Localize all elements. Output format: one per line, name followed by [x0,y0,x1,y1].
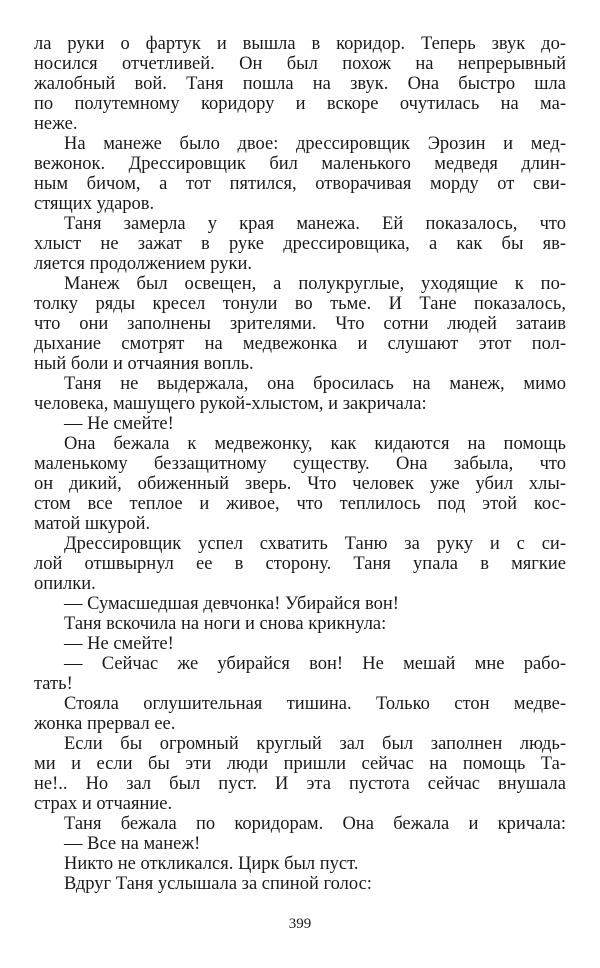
text-line: Манеж был освещен, а полукруглые, уходящие к по- [64,274,566,294]
text-line: — Сейчас же убирайся вон! Не мешай мне рабо- [64,654,566,674]
text-line: неже. [34,114,78,134]
text-line: Вдруг Таня услышала за спиной голос: [64,874,372,894]
text-line: маленькому беззащитному существу. Она забыла, что [34,454,566,474]
text-line: Дрессировщик успел схватить Таню за руку и с си- [64,534,566,554]
text-line: ла руки о фартук и вышла в коридор. Теперь звук до- [34,34,566,54]
text-line: не!.. Но зал был пуст. И эта пустота сейчас внушала [34,774,566,794]
text-line: Если бы огромный круглый зал был заполнен людь- [64,734,566,754]
text-line: ный боли и отчаяния вопль. [34,354,254,374]
text-line: — Не смейте! [64,414,174,434]
text-line: Она бежала к медвежонку, как кидаются на помощь [64,434,566,454]
text-line: матой шкурой. [34,514,151,534]
page-number: 399 [288,916,312,932]
text-line: жонка прервал ее. [34,714,176,734]
text-line: Таня бежала по коридорам. Она бежала и кричала: [64,814,566,834]
text-line: ляется продолжением руки. [34,254,252,274]
text-line: толку ряды кресел тонули во тьме. И Тане показалось, [34,294,566,314]
text-line: он дикий, обиженный зверь. Что человек уже убил хлы- [34,474,566,494]
page-body-text [34,34,566,894]
text-line: дыхание смотрят на медвежонка и слушают этот пол- [34,334,566,354]
text-line: стом все теплое и живое, что теплилось под этой кос- [34,494,566,514]
text-line: Таня вскочила на ноги и снова крикнула: [64,614,387,634]
text-line: Стояла оглушительная тишина. Только стон медве- [64,694,566,714]
text-line: Таня не выдержала, она бросилась на манеж, мимо [64,374,566,394]
text-line: по полутемному коридору и вскоре очутилась на ма- [34,94,566,114]
text-line: Таня замерла у края манежа. Ей показалось, что [64,214,566,234]
text-line: опилки. [34,574,96,594]
text-line: страх и отчаяние. [34,794,173,814]
text-line: На манеже было двое: дрессировщик Эрозин и мед- [64,134,566,154]
text-line: жалобный вой. Таня пошла на звук. Она быстро шла [34,74,566,94]
text-line: хлыст не зажат в руке дрессировщика, а как бы яв- [34,234,566,254]
text-line: ным бичом, а тот пятился, отворачивая морду от сви- [34,174,566,194]
text-line: ми и если бы эти люди пришли сейчас на помощь Та- [34,754,566,774]
text-line: носился отчетливей. Он был похож на непрерывный [34,54,566,74]
text-line: тать! [34,674,73,694]
text-line: стящих ударов. [34,194,155,214]
text-line: — Не смейте! [64,634,174,654]
text-line: лой отшвырнул ее в сторону. Таня упала в мягкие [34,554,566,574]
text-line: — Сумасшедшая девчонка! Убирайся вон! [64,594,399,614]
text-line: Никто не откликался. Цирк был пуст. [64,854,359,874]
text-line: что они заполнены зрителями. Что сотни людей затаив [34,314,566,334]
text-line: вежонок. Дрессировщик бил маленького медведя длин- [34,154,566,174]
text-line: человека, машущего рукой-хлыстом, и закричала: [34,394,427,414]
text-line: — Все на манеж! [64,834,201,854]
